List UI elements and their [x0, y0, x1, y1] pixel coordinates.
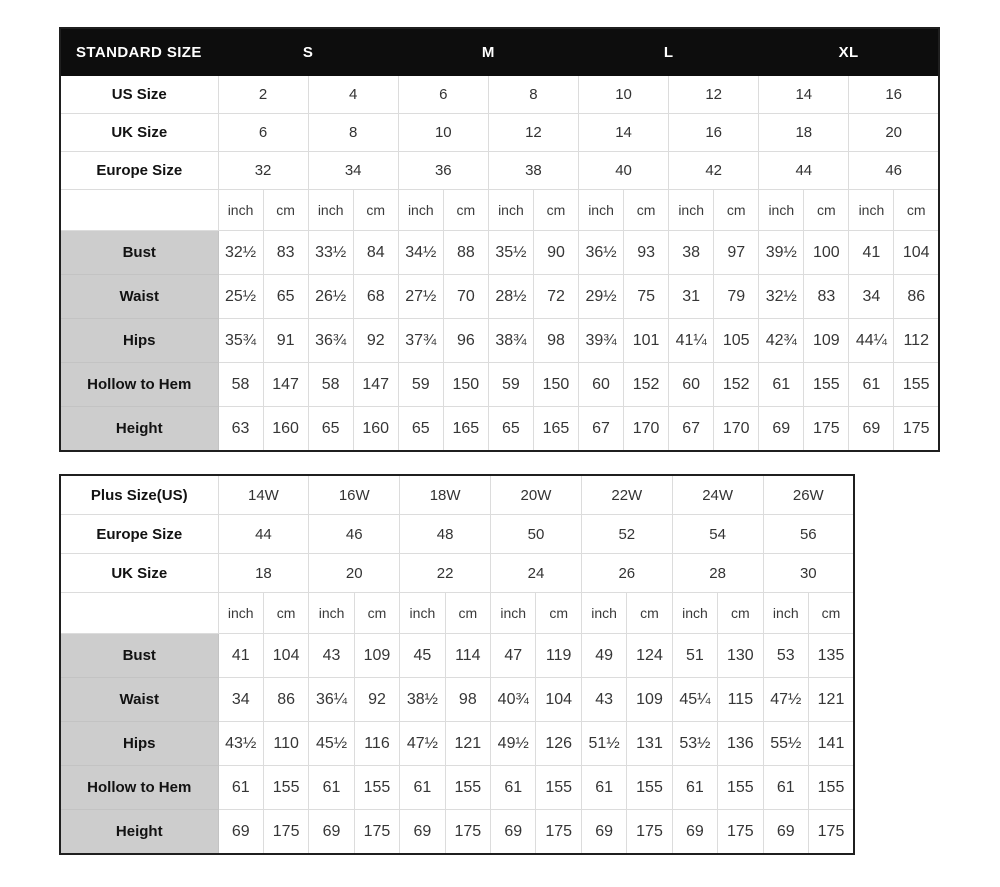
measurement-value-cell: 86: [894, 275, 939, 319]
measurement-value-cell: 65: [308, 407, 353, 452]
row-label: US Size: [60, 76, 218, 114]
size-value-cell: 14: [759, 76, 849, 114]
measurement-value-cell: 131: [627, 722, 672, 766]
measurement-value-cell: 175: [718, 810, 763, 855]
size-value-cell: 6: [398, 76, 488, 114]
size-value-cell: 4: [308, 76, 398, 114]
measurement-value-cell: 38½: [400, 678, 445, 722]
measurement-value-cell: 61: [672, 766, 717, 810]
size-value-cell: 38: [488, 152, 578, 190]
row-label: Europe Size: [60, 152, 218, 190]
size-value-cell: 50: [491, 515, 582, 554]
measurement-label: Hips: [60, 319, 218, 363]
size-value-cell: 16: [669, 114, 759, 152]
size-value-cell: 14W: [218, 475, 309, 515]
size-value-cell: 14: [579, 114, 669, 152]
unit-label-cell: cm: [804, 190, 849, 231]
unit-label-cell: inch: [759, 190, 804, 231]
measurement-value-cell: 43: [309, 634, 354, 678]
measurement-value-cell: 36½: [579, 231, 624, 275]
measurement-value-cell: 44¼: [849, 319, 894, 363]
measurement-value-cell: 105: [714, 319, 759, 363]
measurement-value-cell: 109: [627, 678, 672, 722]
measurement-value-cell: 69: [491, 810, 536, 855]
measurement-value-cell: 45: [400, 634, 445, 678]
measurement-value-cell: 155: [718, 766, 763, 810]
measurement-value-cell: 110: [263, 722, 308, 766]
size-value-cell: 36: [398, 152, 488, 190]
measurement-value-cell: 69: [218, 810, 263, 855]
size-value-cell: 18: [759, 114, 849, 152]
empty-corner-cell: [60, 190, 218, 231]
measurement-value-cell: 61: [581, 766, 626, 810]
measurement-value-cell: 109: [354, 634, 399, 678]
row-label: Plus Size(US): [60, 475, 218, 515]
unit-label-cell: inch: [400, 593, 445, 634]
size-conversion-row: [60, 554, 854, 593]
measurement-value-cell: 47½: [763, 678, 808, 722]
measurement-value-cell: 147: [353, 363, 398, 407]
unit-label-cell: inch: [308, 190, 353, 231]
table-title: STANDARD SIZE: [60, 28, 218, 76]
unit-label-cell: inch: [398, 190, 443, 231]
unit-label-cell: inch: [581, 593, 626, 634]
measurement-row: [60, 766, 854, 810]
measurement-value-cell: 155: [894, 363, 939, 407]
size-value-cell: 2: [218, 76, 308, 114]
measurement-value-cell: 49½: [491, 722, 536, 766]
measurement-value-cell: 51½: [581, 722, 626, 766]
measurement-value-cell: 61: [491, 766, 536, 810]
measurement-value-cell: 83: [263, 231, 308, 275]
measurement-value-cell: 100: [804, 231, 849, 275]
unit-label-cell: inch: [669, 190, 714, 231]
measurement-value-cell: 58: [218, 363, 263, 407]
measurement-row: [60, 363, 939, 407]
measurement-value-cell: 36¼: [309, 678, 354, 722]
measurement-value-cell: 121: [445, 722, 490, 766]
measurement-value-cell: 69: [581, 810, 626, 855]
unit-label-cell: inch: [491, 593, 536, 634]
measurement-value-cell: 69: [309, 810, 354, 855]
unit-label-cell: inch: [672, 593, 717, 634]
measurement-value-cell: 150: [533, 363, 578, 407]
measurement-label: Bust: [60, 634, 218, 678]
measurement-value-cell: 165: [443, 407, 488, 452]
measurement-value-cell: 29½: [579, 275, 624, 319]
unit-label-cell: cm: [354, 593, 399, 634]
unit-label-cell: cm: [624, 190, 669, 231]
measurement-value-cell: 160: [263, 407, 308, 452]
measurement-value-cell: 60: [579, 363, 624, 407]
measurement-value-cell: 42¾: [759, 319, 804, 363]
measurement-value-cell: 147: [263, 363, 308, 407]
measurement-value-cell: 155: [804, 363, 849, 407]
measurement-value-cell: 69: [672, 810, 717, 855]
measurement-value-cell: 61: [218, 766, 263, 810]
measurement-value-cell: 69: [400, 810, 445, 855]
unit-label-cell: cm: [443, 190, 488, 231]
measurement-value-cell: 59: [488, 363, 533, 407]
measurement-row: [60, 319, 939, 363]
measurement-value-cell: 141: [808, 722, 854, 766]
size-group-label: XL: [759, 28, 939, 76]
measurement-value-cell: 38: [669, 231, 714, 275]
unit-label-cell: inch: [218, 593, 263, 634]
measurement-value-cell: 175: [804, 407, 849, 452]
unit-label-cell: inch: [849, 190, 894, 231]
size-group-label: M: [398, 28, 578, 76]
size-value-cell: 40: [579, 152, 669, 190]
unit-label-cell: cm: [353, 190, 398, 231]
measurement-value-cell: 65: [398, 407, 443, 452]
measurement-value-cell: 43: [581, 678, 626, 722]
unit-label-cell: cm: [718, 593, 763, 634]
measurement-value-cell: 150: [443, 363, 488, 407]
unit-label-cell: cm: [808, 593, 854, 634]
measurement-value-cell: 31: [669, 275, 714, 319]
measurement-row: [60, 634, 854, 678]
measurement-value-cell: 97: [714, 231, 759, 275]
size-value-cell: 52: [581, 515, 672, 554]
size-value-cell: 42: [669, 152, 759, 190]
unit-label-cell: cm: [263, 190, 308, 231]
measurement-value-cell: 65: [263, 275, 308, 319]
unit-label-cell: inch: [763, 593, 808, 634]
measurement-value-cell: 32½: [759, 275, 804, 319]
size-value-cell: 26: [581, 554, 672, 593]
measurement-value-cell: 38¾: [488, 319, 533, 363]
measurement-value-cell: 112: [894, 319, 939, 363]
measurement-row: [60, 275, 939, 319]
size-value-cell: 10: [398, 114, 488, 152]
size-value-cell: 18: [218, 554, 309, 593]
measurement-value-cell: 175: [536, 810, 581, 855]
measurement-value-cell: 61: [763, 766, 808, 810]
measurement-value-cell: 175: [894, 407, 939, 452]
measurement-value-cell: 175: [445, 810, 490, 855]
measurement-value-cell: 98: [533, 319, 578, 363]
measurement-value-cell: 160: [353, 407, 398, 452]
size-value-cell: 20W: [491, 475, 582, 515]
measurement-value-cell: 119: [536, 634, 581, 678]
row-label: Europe Size: [60, 515, 218, 554]
empty-corner-cell: [60, 593, 218, 634]
size-conversion-row: [60, 475, 854, 515]
unit-label-cell: cm: [263, 593, 308, 634]
size-value-cell: 22: [400, 554, 491, 593]
size-group-label: L: [579, 28, 759, 76]
measurement-value-cell: 115: [718, 678, 763, 722]
size-conversion-row: [60, 76, 939, 114]
measurement-value-cell: 130: [718, 634, 763, 678]
measurement-label: Height: [60, 810, 218, 855]
measurement-value-cell: 70: [443, 275, 488, 319]
measurement-value-cell: 58: [308, 363, 353, 407]
measurement-value-cell: 68: [353, 275, 398, 319]
measurement-value-cell: 27½: [398, 275, 443, 319]
size-value-cell: 20: [309, 554, 400, 593]
measurement-row: [60, 810, 854, 855]
measurement-value-cell: 35¾: [218, 319, 263, 363]
measurement-value-cell: 84: [353, 231, 398, 275]
measurement-value-cell: 43½: [218, 722, 263, 766]
size-value-cell: 10: [579, 76, 669, 114]
measurement-value-cell: 72: [533, 275, 578, 319]
measurement-value-cell: 155: [354, 766, 399, 810]
measurement-label: Bust: [60, 231, 218, 275]
measurement-value-cell: 90: [533, 231, 578, 275]
measurement-value-cell: 75: [624, 275, 669, 319]
size-value-cell: 16W: [309, 475, 400, 515]
size-value-cell: 44: [759, 152, 849, 190]
measurement-value-cell: 41¼: [669, 319, 714, 363]
measurement-row: [60, 407, 939, 452]
measurement-value-cell: 175: [354, 810, 399, 855]
row-label: UK Size: [60, 554, 218, 593]
measurement-value-cell: 155: [627, 766, 672, 810]
measurement-value-cell: 79: [714, 275, 759, 319]
measurement-value-cell: 126: [536, 722, 581, 766]
measurement-value-cell: 155: [536, 766, 581, 810]
measurement-value-cell: 86: [263, 678, 308, 722]
size-value-cell: 46: [309, 515, 400, 554]
size-value-cell: 8: [488, 76, 578, 114]
row-label: UK Size: [60, 114, 218, 152]
size-value-cell: 8: [308, 114, 398, 152]
measurement-value-cell: 67: [669, 407, 714, 452]
measurement-value-cell: 25½: [218, 275, 263, 319]
measurement-value-cell: 60: [669, 363, 714, 407]
measurement-value-cell: 65: [488, 407, 533, 452]
unit-label-cell: cm: [894, 190, 939, 231]
measurement-value-cell: 34½: [398, 231, 443, 275]
measurement-value-cell: 35½: [488, 231, 533, 275]
measurement-label: Hollow to Hem: [60, 766, 218, 810]
measurement-value-cell: 170: [624, 407, 669, 452]
size-value-cell: 48: [400, 515, 491, 554]
measurement-value-cell: 61: [849, 363, 894, 407]
size-conversion-row: [60, 114, 939, 152]
measurement-value-cell: 53: [763, 634, 808, 678]
measurement-value-cell: 40¾: [491, 678, 536, 722]
measurement-value-cell: 59: [398, 363, 443, 407]
measurement-value-cell: 83: [804, 275, 849, 319]
unit-label-cell: inch: [488, 190, 533, 231]
measurement-value-cell: 63: [218, 407, 263, 452]
size-value-cell: 18W: [400, 475, 491, 515]
measurement-value-cell: 69: [849, 407, 894, 452]
measurement-value-cell: 109: [804, 319, 849, 363]
size-value-cell: 12: [669, 76, 759, 114]
measurement-row: [60, 722, 854, 766]
measurement-value-cell: 96: [443, 319, 488, 363]
standard-size-table: [59, 27, 940, 452]
unit-header-row: [60, 593, 854, 634]
measurement-value-cell: 69: [759, 407, 804, 452]
size-value-cell: 32: [218, 152, 308, 190]
size-value-cell: 30: [763, 554, 854, 593]
measurement-value-cell: 104: [263, 634, 308, 678]
measurement-label: Hips: [60, 722, 218, 766]
measurement-value-cell: 69: [763, 810, 808, 855]
measurement-value-cell: 155: [808, 766, 854, 810]
measurement-value-cell: 155: [445, 766, 490, 810]
measurement-value-cell: 36¾: [308, 319, 353, 363]
measurement-value-cell: 61: [400, 766, 445, 810]
measurement-value-cell: 135: [808, 634, 854, 678]
measurement-value-cell: 98: [445, 678, 490, 722]
size-value-cell: 54: [672, 515, 763, 554]
size-conversion-row: [60, 152, 939, 190]
unit-label-cell: cm: [627, 593, 672, 634]
size-value-cell: 26W: [763, 475, 854, 515]
measurement-value-cell: 155: [263, 766, 308, 810]
size-value-cell: 28: [672, 554, 763, 593]
size-conversion-row: [60, 515, 854, 554]
measurement-value-cell: 37¾: [398, 319, 443, 363]
measurement-value-cell: 91: [263, 319, 308, 363]
unit-label-cell: cm: [533, 190, 578, 231]
size-value-cell: 34: [308, 152, 398, 190]
unit-label-cell: inch: [309, 593, 354, 634]
measurement-value-cell: 101: [624, 319, 669, 363]
size-group-label: S: [218, 28, 398, 76]
size-value-cell: 24: [491, 554, 582, 593]
measurement-value-cell: 28½: [488, 275, 533, 319]
measurement-value-cell: 47½: [400, 722, 445, 766]
measurement-value-cell: 39½: [759, 231, 804, 275]
table-header-row: [60, 28, 939, 76]
size-value-cell: 6: [218, 114, 308, 152]
measurement-value-cell: 49: [581, 634, 626, 678]
measurement-value-cell: 45½: [309, 722, 354, 766]
measurement-label: Waist: [60, 275, 218, 319]
unit-label-cell: cm: [714, 190, 759, 231]
size-value-cell: 16: [849, 76, 939, 114]
size-value-cell: 12: [488, 114, 578, 152]
measurement-value-cell: 165: [533, 407, 578, 452]
unit-header-row: [60, 190, 939, 231]
measurement-value-cell: 116: [354, 722, 399, 766]
measurement-label: Waist: [60, 678, 218, 722]
measurement-value-cell: 88: [443, 231, 488, 275]
measurement-value-cell: 92: [353, 319, 398, 363]
measurement-value-cell: 61: [759, 363, 804, 407]
unit-label-cell: inch: [218, 190, 263, 231]
size-value-cell: 22W: [581, 475, 672, 515]
measurement-value-cell: 41: [218, 634, 263, 678]
unit-label-cell: cm: [445, 593, 490, 634]
measurement-value-cell: 104: [894, 231, 939, 275]
measurement-value-cell: 47: [491, 634, 536, 678]
measurement-value-cell: 41: [849, 231, 894, 275]
measurement-value-cell: 92: [354, 678, 399, 722]
measurement-value-cell: 170: [714, 407, 759, 452]
measurement-value-cell: 121: [808, 678, 854, 722]
measurement-value-cell: 136: [718, 722, 763, 766]
unit-label-cell: inch: [579, 190, 624, 231]
measurement-label: Hollow to Hem: [60, 363, 218, 407]
measurement-value-cell: 51: [672, 634, 717, 678]
measurement-value-cell: 45¼: [672, 678, 717, 722]
measurement-row: [60, 678, 854, 722]
measurement-value-cell: 114: [445, 634, 490, 678]
unit-label-cell: cm: [536, 593, 581, 634]
measurement-value-cell: 152: [624, 363, 669, 407]
measurement-value-cell: 93: [624, 231, 669, 275]
measurement-value-cell: 175: [263, 810, 308, 855]
measurement-value-cell: 175: [627, 810, 672, 855]
size-value-cell: 24W: [672, 475, 763, 515]
measurement-value-cell: 34: [218, 678, 263, 722]
measurement-row: [60, 231, 939, 275]
measurement-label: Height: [60, 407, 218, 452]
size-value-cell: 44: [218, 515, 309, 554]
measurement-value-cell: 152: [714, 363, 759, 407]
size-value-cell: 20: [849, 114, 939, 152]
size-value-cell: 56: [763, 515, 854, 554]
measurement-value-cell: 34: [849, 275, 894, 319]
measurement-value-cell: 26½: [308, 275, 353, 319]
size-value-cell: 46: [849, 152, 939, 190]
measurement-value-cell: 55½: [763, 722, 808, 766]
measurement-value-cell: 67: [579, 407, 624, 452]
measurement-value-cell: 175: [808, 810, 854, 855]
measurement-value-cell: 32½: [218, 231, 263, 275]
measurement-value-cell: 104: [536, 678, 581, 722]
measurement-value-cell: 33½: [308, 231, 353, 275]
measurement-value-cell: 61: [309, 766, 354, 810]
measurement-value-cell: 124: [627, 634, 672, 678]
measurement-value-cell: 39¾: [579, 319, 624, 363]
measurement-value-cell: 53½: [672, 722, 717, 766]
plus-size-table: [59, 474, 855, 855]
